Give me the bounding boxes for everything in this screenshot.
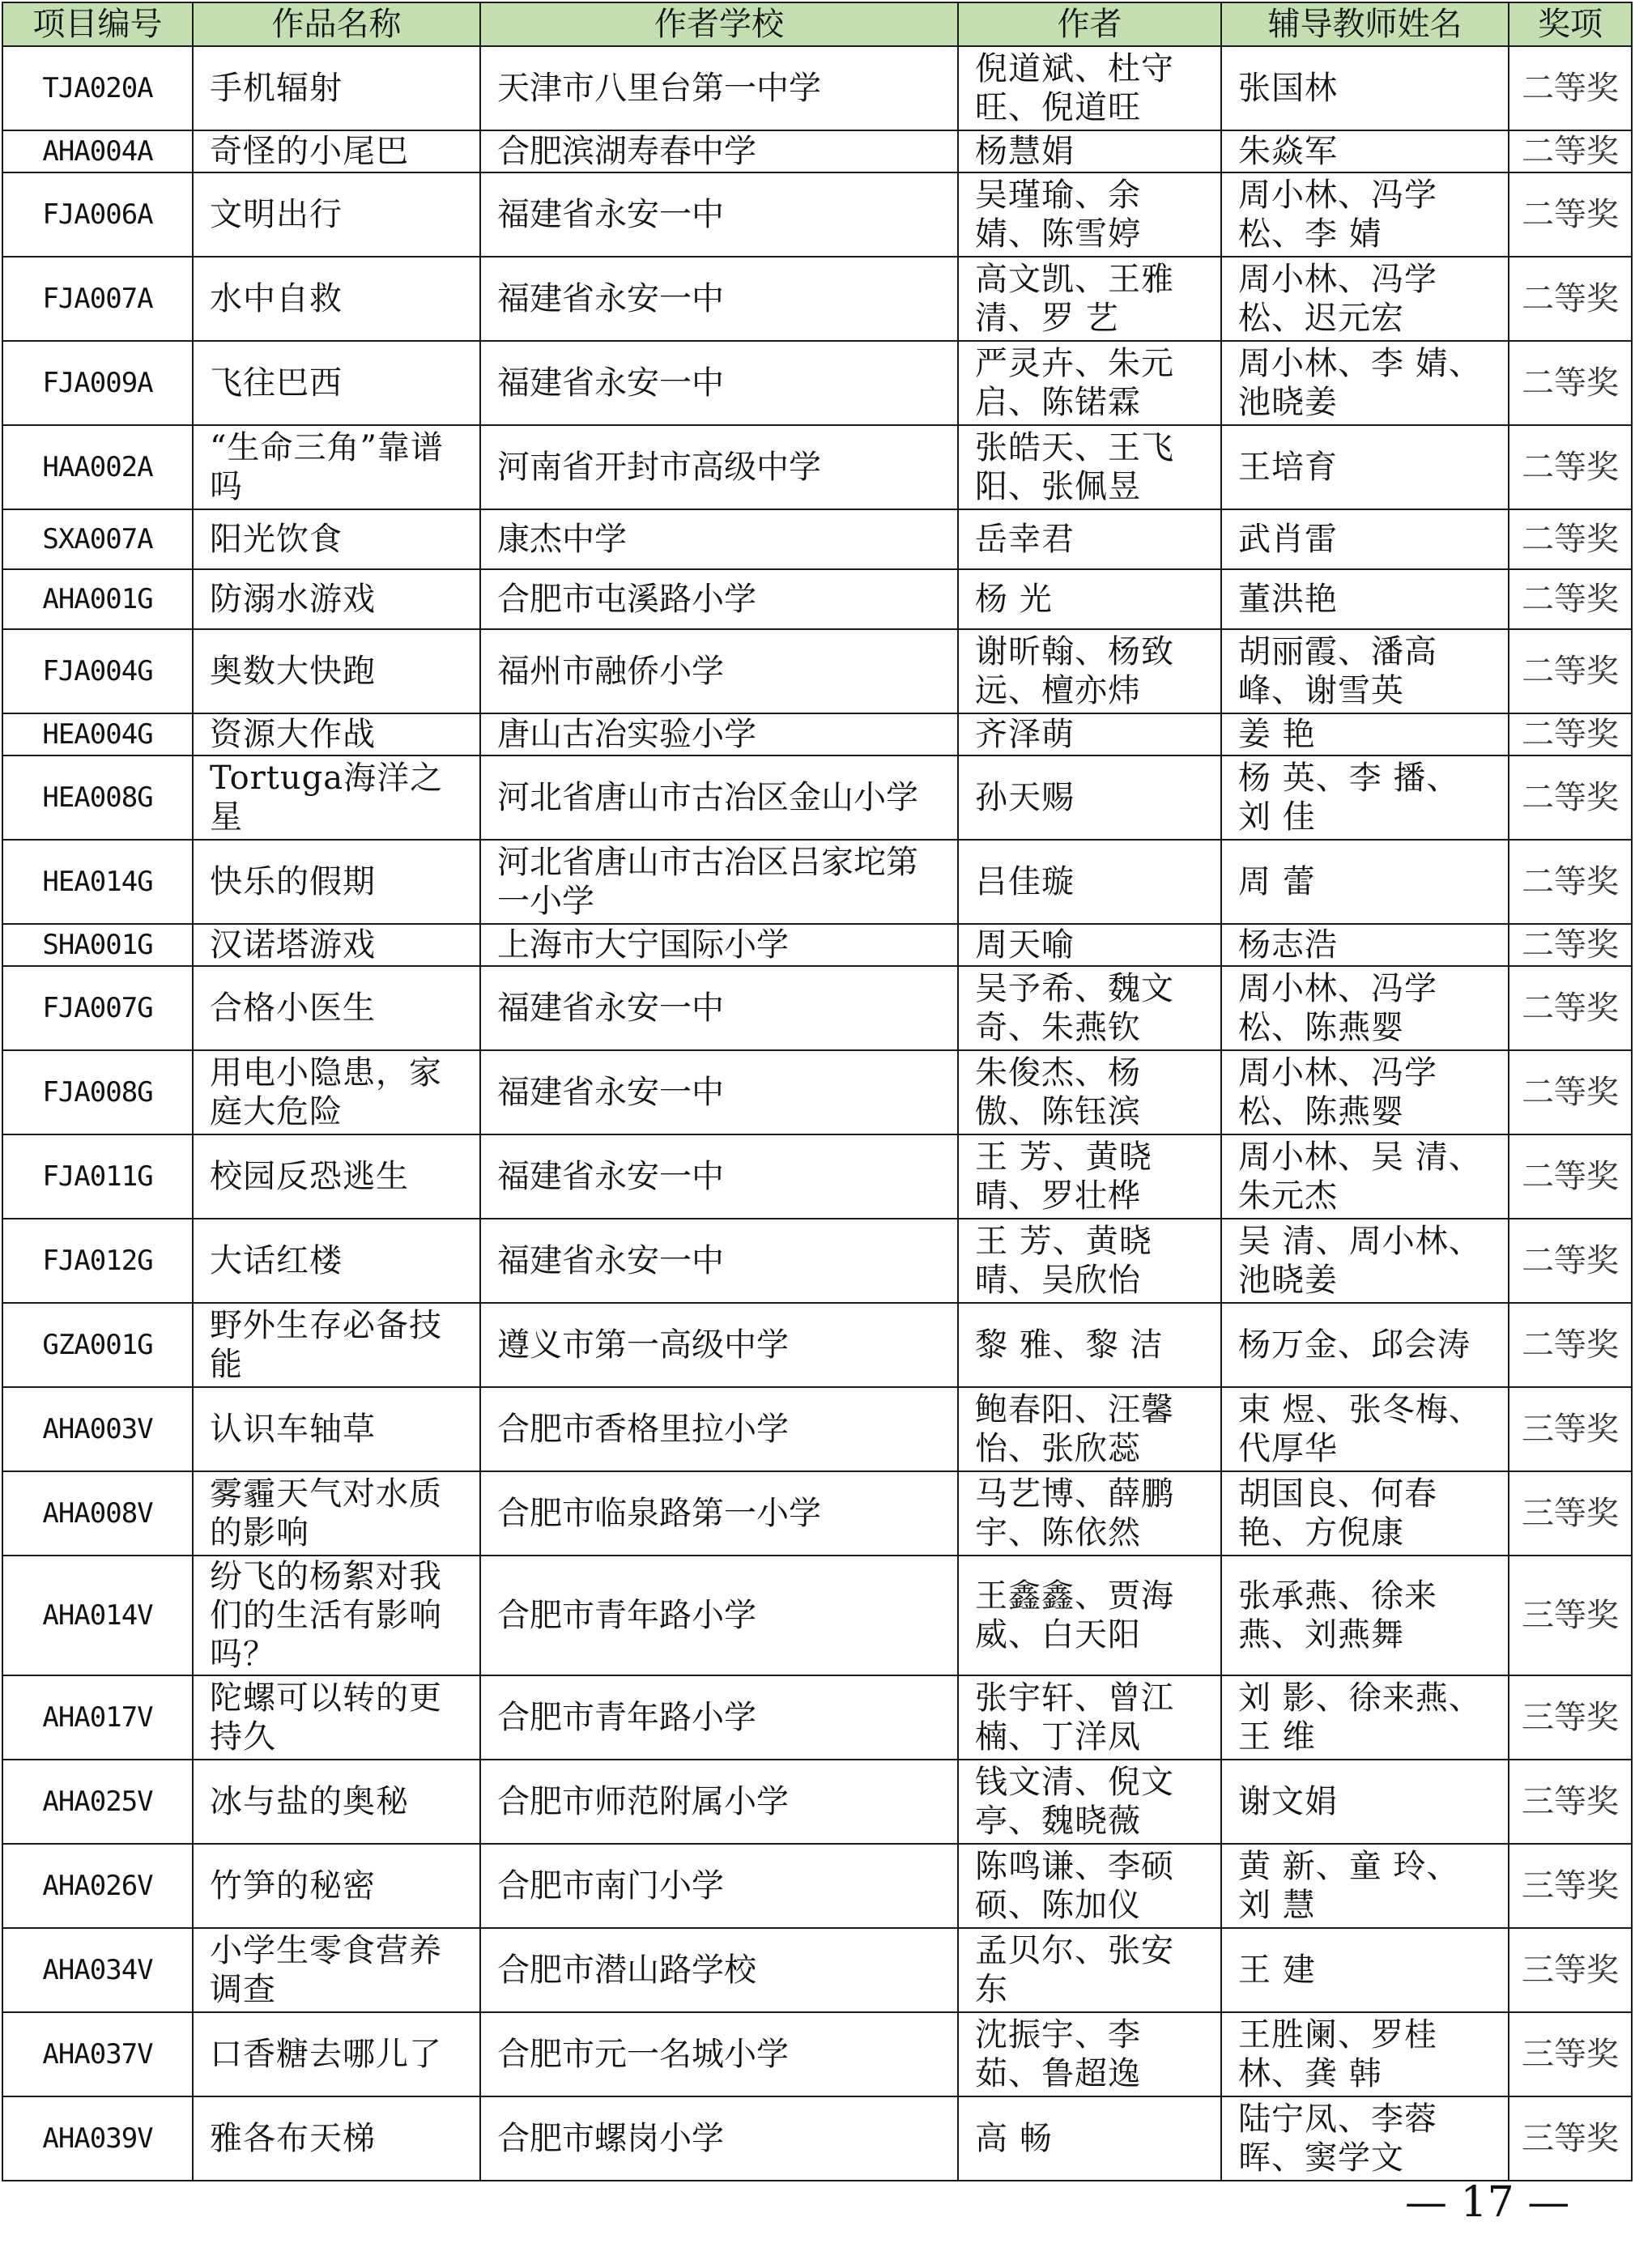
cell-work-title: 雅各布天梯: [193, 2096, 480, 2181]
table-row: [2, 172, 1632, 257]
cell-award: 三等奖: [1509, 1556, 1632, 1675]
cell-advisors: 周 蕾: [1221, 840, 1509, 924]
cell-authors: 吕佳璇: [958, 840, 1221, 924]
cell-project-code: SXA007A: [2, 509, 193, 569]
cell-project-code: AHA039V: [2, 2096, 193, 2181]
cell-authors: 王 芳、黄晓晴、罗壮桦: [958, 1134, 1221, 1219]
cell-author-school: 合肥市青年路小学: [480, 1556, 958, 1675]
table-row: [2, 629, 1632, 713]
cell-authors: 孟贝尔、张安东: [958, 1928, 1221, 2012]
cell-author-school: 遵义市第一高级中学: [480, 1303, 958, 1387]
cell-advisors: 周小林、冯学松、陈燕婴: [1221, 1050, 1509, 1134]
cell-author-school: 福建省永安一中: [480, 1134, 958, 1219]
cell-advisors: 束 煜、张冬梅、代厚华: [1221, 1387, 1509, 1471]
cell-project-code: HEA004G: [2, 713, 193, 755]
cell-advisors: 周小林、李 婧、池晓姜: [1221, 341, 1509, 425]
header-project-code: 项目编号: [2, 2, 193, 46]
cell-author-school: 福建省永安一中: [480, 172, 958, 257]
cell-project-code: HEA008G: [2, 755, 193, 840]
cell-project-code: AHA014V: [2, 1556, 193, 1675]
cell-advisors: 周小林、吴 清、朱元杰: [1221, 1134, 1509, 1219]
cell-work-title: 防溺水游戏: [193, 569, 480, 629]
cell-work-title: 口香糖去哪儿了: [193, 2012, 480, 2096]
cell-award: 二等奖: [1509, 569, 1632, 629]
cell-award: 二等奖: [1509, 1050, 1632, 1134]
cell-project-code: AHA008V: [2, 1471, 193, 1556]
cell-authors: 沈振宇、李 茹、鲁超逸: [958, 2012, 1221, 2096]
cell-work-title: 竹笋的秘密: [193, 1844, 480, 1928]
cell-advisors: 张承燕、徐来燕、刘燕舞: [1221, 1556, 1509, 1675]
cell-author-school: 福州市融侨小学: [480, 629, 958, 713]
cell-authors: 周天喻: [958, 924, 1221, 966]
cell-project-code: AHA037V: [2, 2012, 193, 2096]
cell-project-code: FJA012G: [2, 1219, 193, 1303]
header-author-school: 作者学校: [480, 2, 958, 46]
cell-advisors: 王 建: [1221, 1928, 1509, 2012]
cell-project-code: AHA034V: [2, 1928, 193, 2012]
cell-work-title: 用电小隐患，家庭大危险: [193, 1050, 480, 1134]
cell-award: 三等奖: [1509, 1387, 1632, 1471]
cell-authors: 王 芳、黄晓晴、吴欣怡: [958, 1219, 1221, 1303]
cell-project-code: FJA007G: [2, 966, 193, 1050]
table-row: [2, 425, 1632, 509]
cell-project-code: FJA006A: [2, 172, 193, 257]
table-row: [2, 1050, 1632, 1134]
page-number: — 17 —: [1405, 2178, 1570, 2227]
cell-work-title: 飞往巴西: [193, 341, 480, 425]
cell-work-title: 文明出行: [193, 172, 480, 257]
header-work-title: 作品名称: [193, 2, 480, 46]
cell-authors: 杨 光: [958, 569, 1221, 629]
table-row: [2, 130, 1632, 172]
cell-project-code: FJA011G: [2, 1134, 193, 1219]
cell-authors: 孙天赐: [958, 755, 1221, 840]
table-row: [2, 1675, 1632, 1760]
cell-author-school: 河北省唐山市古冶区吕家坨第一小学: [480, 840, 958, 924]
cell-work-title: 水中自救: [193, 257, 480, 341]
cell-author-school: 上海市大宁国际小学: [480, 924, 958, 966]
cell-project-code: FJA004G: [2, 629, 193, 713]
cell-author-school: 合肥市南门小学: [480, 1844, 958, 1928]
cell-work-title: “生命三角”靠谱吗: [193, 425, 480, 509]
cell-award: 三等奖: [1509, 2012, 1632, 2096]
cell-advisors: 杨万金、邱会涛: [1221, 1303, 1509, 1387]
cell-author-school: 福建省永安一中: [480, 966, 958, 1050]
table-row: [2, 1844, 1632, 1928]
cell-author-school: 合肥滨湖寿春中学: [480, 130, 958, 172]
table-row: [2, 924, 1632, 966]
cell-project-code: AHA017V: [2, 1675, 193, 1760]
cell-advisors: 董洪艳: [1221, 569, 1509, 629]
cell-author-school: 天津市八里台第一中学: [480, 46, 958, 130]
cell-authors: 齐泽萌: [958, 713, 1221, 755]
cell-authors: 王鑫鑫、贾海威、白天阳: [958, 1556, 1221, 1675]
cell-project-code: AHA001G: [2, 569, 193, 629]
cell-work-title: 奇怪的小尾巴: [193, 130, 480, 172]
cell-project-code: SHA001G: [2, 924, 193, 966]
cell-award: 二等奖: [1509, 130, 1632, 172]
cell-award: 二等奖: [1509, 755, 1632, 840]
cell-author-school: 合肥市临泉路第一小学: [480, 1471, 958, 1556]
cell-author-school: 福建省永安一中: [480, 1050, 958, 1134]
cell-work-title: 雾霾天气对水质的影响: [193, 1471, 480, 1556]
table-row: [2, 1219, 1632, 1303]
cell-award: 二等奖: [1509, 713, 1632, 755]
cell-authors: 张皓天、王飞阳、张佩昱: [958, 425, 1221, 509]
cell-authors: 谢昕翰、杨致远、檀亦炜: [958, 629, 1221, 713]
cell-authors: 高文凯、王雅清、罗 艺: [958, 257, 1221, 341]
cell-authors: 杨慧娟: [958, 130, 1221, 172]
cell-project-code: GZA001G: [2, 1303, 193, 1387]
cell-work-title: 阳光饮食: [193, 509, 480, 569]
cell-advisors: 周小林、冯学松、迟元宏: [1221, 257, 1509, 341]
table-row: [2, 1556, 1632, 1675]
cell-award: 三等奖: [1509, 1675, 1632, 1760]
table-row: [2, 1928, 1632, 2012]
cell-project-code: AHA003V: [2, 1387, 193, 1471]
cell-author-school: 合肥市师范附属小学: [480, 1760, 958, 1844]
cell-authors: 朱俊杰、杨 傲、陈钰滨: [958, 1050, 1221, 1134]
header-authors: 作者: [958, 2, 1221, 46]
cell-award: 二等奖: [1509, 425, 1632, 509]
table-row: [2, 1134, 1632, 1219]
cell-award: 二等奖: [1509, 509, 1632, 569]
header-award: 奖项: [1509, 2, 1632, 46]
table-row: [2, 1387, 1632, 1471]
cell-authors: 钱文清、倪文亭、魏晓薇: [958, 1760, 1221, 1844]
cell-project-code: HAA002A: [2, 425, 193, 509]
cell-advisors: 黄 新、童 玲、刘 慧: [1221, 1844, 1509, 1928]
cell-author-school: 合肥市螺岗小学: [480, 2096, 958, 2181]
cell-work-title: 汉诺塔游戏: [193, 924, 480, 966]
cell-work-title: 大话红楼: [193, 1219, 480, 1303]
cell-author-school: 合肥市元一名城小学: [480, 2012, 958, 2096]
cell-advisors: 杨 英、李 播、刘 佳: [1221, 755, 1509, 840]
cell-author-school: 合肥市青年路小学: [480, 1675, 958, 1760]
cell-advisors: 吴 清、周小林、池晓姜: [1221, 1219, 1509, 1303]
table-row: [2, 840, 1632, 924]
cell-author-school: 河北省唐山市古冶区金山小学: [480, 755, 958, 840]
table-row: [2, 341, 1632, 425]
cell-work-title: 纷飞的杨絮对我们的生活有影响吗？: [193, 1556, 480, 1675]
cell-advisors: 胡丽霞、潘高峰、谢雪英: [1221, 629, 1509, 713]
cell-work-title: 野外生存必备技能: [193, 1303, 480, 1387]
cell-award: 二等奖: [1509, 341, 1632, 425]
cell-author-school: 福建省永安一中: [480, 1219, 958, 1303]
table-row: [2, 509, 1632, 569]
cell-work-title: Tortuga海洋之星: [193, 755, 480, 840]
cell-project-code: HEA014G: [2, 840, 193, 924]
table-row: [2, 46, 1632, 130]
table-row: [2, 755, 1632, 840]
cell-award: 二等奖: [1509, 46, 1632, 130]
cell-authors: 吴瑾瑜、余 婧、陈雪婷: [958, 172, 1221, 257]
cell-award: 三等奖: [1509, 1471, 1632, 1556]
cell-award: 二等奖: [1509, 257, 1632, 341]
cell-author-school: 合肥市香格里拉小学: [480, 1387, 958, 1471]
header-row: [2, 2, 1632, 46]
cell-work-title: 认识车轴草: [193, 1387, 480, 1471]
cell-award: 二等奖: [1509, 629, 1632, 713]
cell-authors: 吴予希、魏文奇、朱燕钦: [958, 966, 1221, 1050]
cell-award: 三等奖: [1509, 1928, 1632, 2012]
cell-work-title: 陀螺可以转的更持久: [193, 1675, 480, 1760]
table-row: [2, 2012, 1632, 2096]
table-row: [2, 1471, 1632, 1556]
table-header: [2, 2, 1632, 46]
cell-advisors: 王培育: [1221, 425, 1509, 509]
cell-advisors: 胡国良、何春艳、方倪康: [1221, 1471, 1509, 1556]
cell-award: 二等奖: [1509, 1219, 1632, 1303]
cell-project-code: AHA026V: [2, 1844, 193, 1928]
cell-authors: 马艺博、薛鹏宇、陈依然: [958, 1471, 1221, 1556]
cell-author-school: 福建省永安一中: [480, 257, 958, 341]
cell-author-school: 唐山古冶实验小学: [480, 713, 958, 755]
cell-work-title: 快乐的假期: [193, 840, 480, 924]
cell-authors: 陈鸣谦、李硕硕、陈加仪: [958, 1844, 1221, 1928]
cell-advisors: 周小林、冯学松、李 婧: [1221, 172, 1509, 257]
cell-advisors: 谢文娟: [1221, 1760, 1509, 1844]
header-advisor-names: 辅导教师姓名: [1221, 2, 1509, 46]
cell-advisors: 武肖雷: [1221, 509, 1509, 569]
cell-award: 二等奖: [1509, 966, 1632, 1050]
cell-author-school: 合肥市潜山路学校: [480, 1928, 958, 2012]
table-row: [2, 1303, 1632, 1387]
cell-work-title: 冰与盐的奥秘: [193, 1760, 480, 1844]
cell-authors: 严灵卉、朱元启、陈锘霖: [958, 341, 1221, 425]
cell-work-title: 资源大作战: [193, 713, 480, 755]
cell-authors: 张宇轩、曾江楠、丁洋凤: [958, 1675, 1221, 1760]
cell-authors: 倪道斌、杜守旺、倪道旺: [958, 46, 1221, 130]
table-row: [2, 1760, 1632, 1844]
cell-advisors: 周小林、冯学松、陈燕婴: [1221, 966, 1509, 1050]
cell-award: 二等奖: [1509, 1303, 1632, 1387]
cell-advisors: 张国林: [1221, 46, 1509, 130]
cell-advisors: 杨志浩: [1221, 924, 1509, 966]
award-table: [2, 2, 1633, 2181]
cell-advisors: 姜 艳: [1221, 713, 1509, 755]
cell-authors: 黎 雅、黎 洁: [958, 1303, 1221, 1387]
cell-project-code: FJA008G: [2, 1050, 193, 1134]
cell-project-code: FJA007A: [2, 257, 193, 341]
cell-work-title: 校园反恐逃生: [193, 1134, 480, 1219]
table-row: [2, 966, 1632, 1050]
cell-advisors: 陆宁凤、李蓉晖、窦学文: [1221, 2096, 1509, 2181]
cell-advisors: 王胜阑、罗桂林、龚 韩: [1221, 2012, 1509, 2096]
table-body: [2, 46, 1632, 2181]
cell-award: 三等奖: [1509, 1844, 1632, 1928]
cell-advisors: 朱焱军: [1221, 130, 1509, 172]
cell-authors: 高 畅: [958, 2096, 1221, 2181]
cell-project-code: AHA004A: [2, 130, 193, 172]
cell-award: 二等奖: [1509, 924, 1632, 966]
cell-project-code: AHA025V: [2, 1760, 193, 1844]
cell-award: 二等奖: [1509, 840, 1632, 924]
cell-work-title: 小学生零食营养调查: [193, 1928, 480, 2012]
cell-author-school: 康杰中学: [480, 509, 958, 569]
cell-project-code: FJA009A: [2, 341, 193, 425]
cell-author-school: 河南省开封市高级中学: [480, 425, 958, 509]
table-row: [2, 2096, 1632, 2181]
cell-work-title: 手机辐射: [193, 46, 480, 130]
cell-work-title: 奥数大快跑: [193, 629, 480, 713]
cell-author-school: 福建省永安一中: [480, 341, 958, 425]
cell-author-school: 合肥市屯溪路小学: [480, 569, 958, 629]
cell-project-code: TJA020A: [2, 46, 193, 130]
cell-work-title: 合格小医生: [193, 966, 480, 1050]
table-row: [2, 713, 1632, 755]
table-row: [2, 257, 1632, 341]
cell-authors: 岳幸君: [958, 509, 1221, 569]
cell-award: 三等奖: [1509, 1760, 1632, 1844]
cell-advisors: 刘 影、徐来燕、王 维: [1221, 1675, 1509, 1760]
table-row: [2, 569, 1632, 629]
cell-award: 二等奖: [1509, 172, 1632, 257]
cell-authors: 鲍春阳、汪馨怡、张欣蕊: [958, 1387, 1221, 1471]
cell-award: 三等奖: [1509, 2096, 1632, 2181]
cell-award: 二等奖: [1509, 1134, 1632, 1219]
